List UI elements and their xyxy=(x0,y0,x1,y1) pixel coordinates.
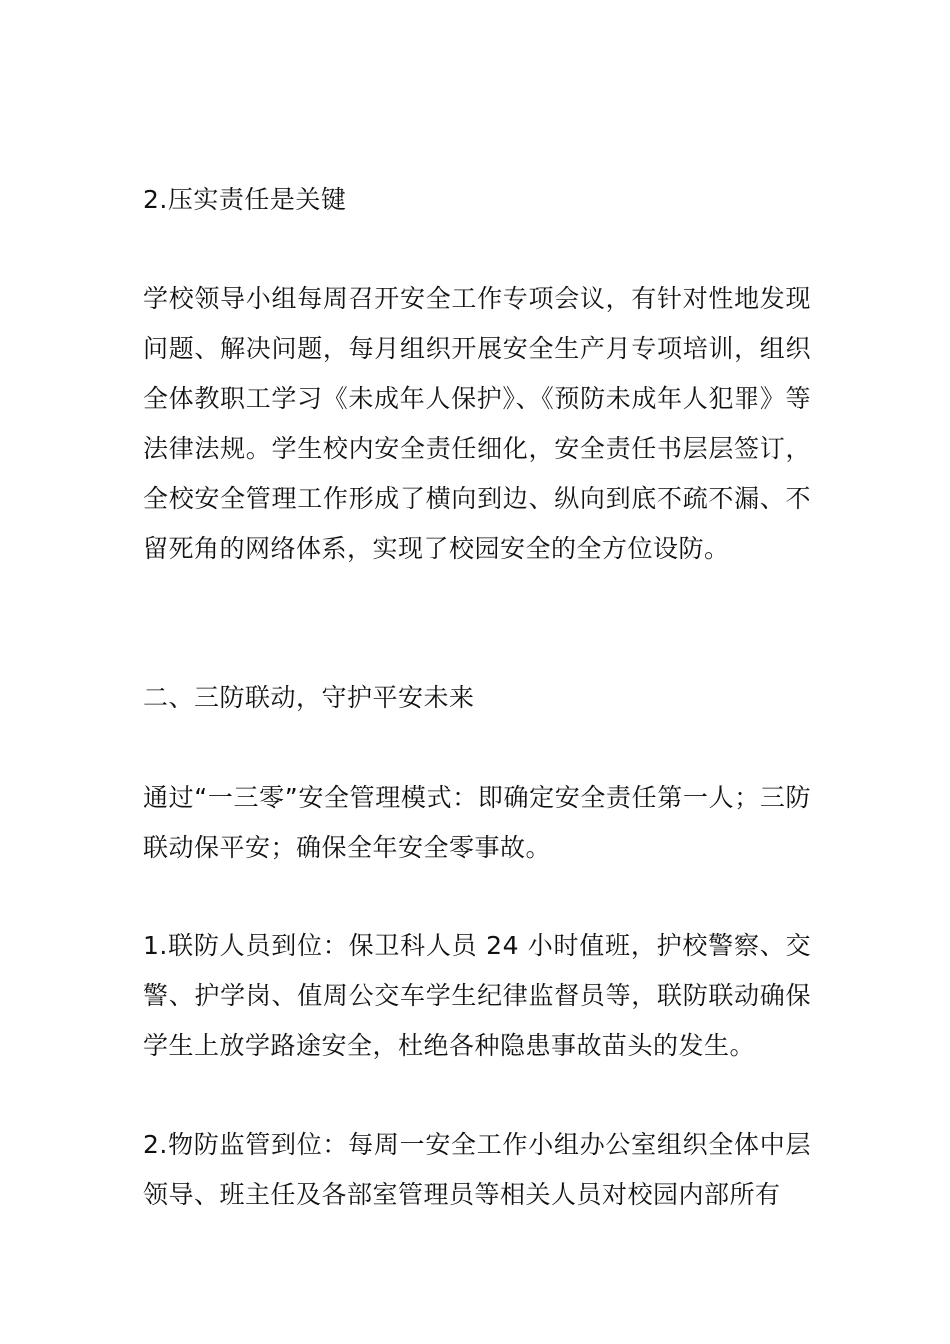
paragraph-joint-defense: 1.联防人员到位：保卫科人员 24 小时值班，护校警察、交警、护学岗、值周公交车学生纪律监督员等，联防联动确保学生上放学路途安全，杜绝各种隐患事故苗头的发生。 xyxy=(143,931,811,1060)
paragraph-leadership-meetings: 学校领导小组每周召开安全工作专项会议，有针对性地发现问题、解决问题，每月组织开展安全生产月专项培训，组织全体教职工学习《未成年人保护》、《预防未成年人犯罪》等法律法规。学生校内安全责任细化，安全责任书层层签订，全校安全管理工作形成了横向到边、纵向到底不疏不漏、不留死角的网络体系，实现了校园安全的全方位设防。 xyxy=(143,284,811,563)
paragraph-management-model: 通过“一三零”安全管理模式：即确定安全责任第一人；三防联动保平安；确保全年安全零事故。 xyxy=(143,783,811,862)
section-heading-responsibility: 2.压实责任是关键 xyxy=(143,185,347,214)
section-heading-three-defenses: 二、三防联动，守护平安未来 xyxy=(143,683,475,712)
paragraph-physical-defense: 2.物防监管到位：每周一安全工作小组办公室组织全体中层领导、班主任及各部室管理员等相关人员对校园内部所有 xyxy=(143,1130,811,1209)
